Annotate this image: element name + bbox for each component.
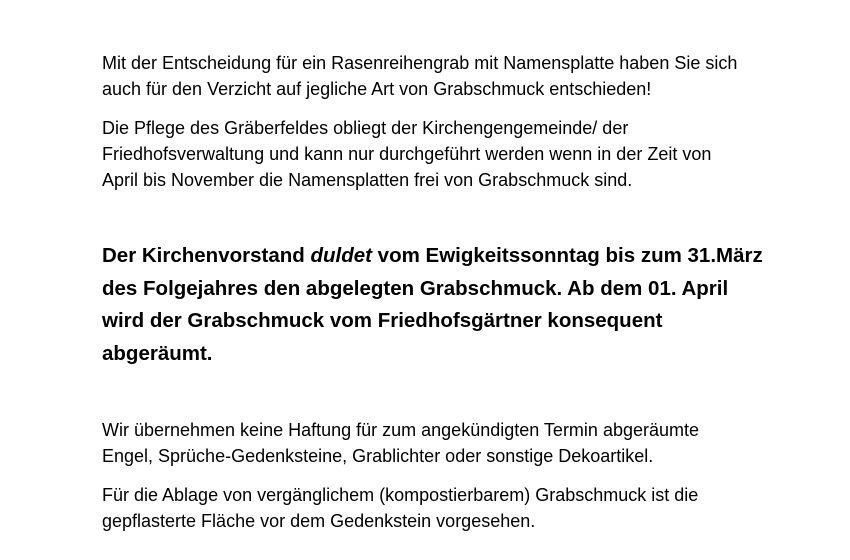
paragraph-lawn-grave-decision	[102, 50, 802, 102]
paragraph-compost-area	[102, 482, 802, 534]
notice-text: Der Kirchenvorstand	[102, 244, 311, 267]
text-line: Für die Ablage von vergänglichem (kompostierbarem) Grabschmuck ist die	[102, 485, 699, 505]
text-line: Engel, Sprüche-Gedenksteine, Grablichter oder sonstige Dekoartikel.	[102, 446, 654, 466]
text-line: Mit der Entscheidung für ein Rasenreihengrab mit Namensplatte haben Sie sich	[102, 53, 738, 73]
text-line: wird der Grabschmuck vom Friedhofsgärtner konsequent	[102, 309, 663, 332]
notice-text: vom Ewigkeitssonntag bis zum 31.März	[371, 244, 763, 267]
text-line: abgeräumt.	[102, 341, 213, 365]
text-line: Wir übernehmen keine Haftung für zum angekündigten Termin abgeräumte	[102, 420, 700, 440]
text-line: auch für den Verzicht auf jegliche Art von Grabschmuck entschieden!	[102, 79, 652, 99]
notice-emphasis: duldet	[310, 244, 372, 267]
text-line: April bis November die Namensplatten frei von Grabschmuck sind.	[102, 170, 633, 190]
text-line: Friedhofsverwaltung und kann nur durchgeführt werden wenn in der Zeit von	[102, 144, 712, 164]
paragraph-liability-disclaimer	[102, 417, 802, 469]
text-line: des Folgejahres den abgelegten Grabschmuck. Ab dem 01. April	[102, 276, 729, 300]
text-line: gepflasterte Fläche vor dem Gedenkstein vorgesehen.	[102, 511, 536, 531]
text-line: Die Pflege des Gräberfeldes obliegt der Kirchengengemeinde/ der	[102, 118, 629, 138]
bold-notice-paragraph	[102, 240, 802, 370]
paragraph-grave-field-care	[102, 115, 802, 193]
text-line	[102, 240, 802, 273]
